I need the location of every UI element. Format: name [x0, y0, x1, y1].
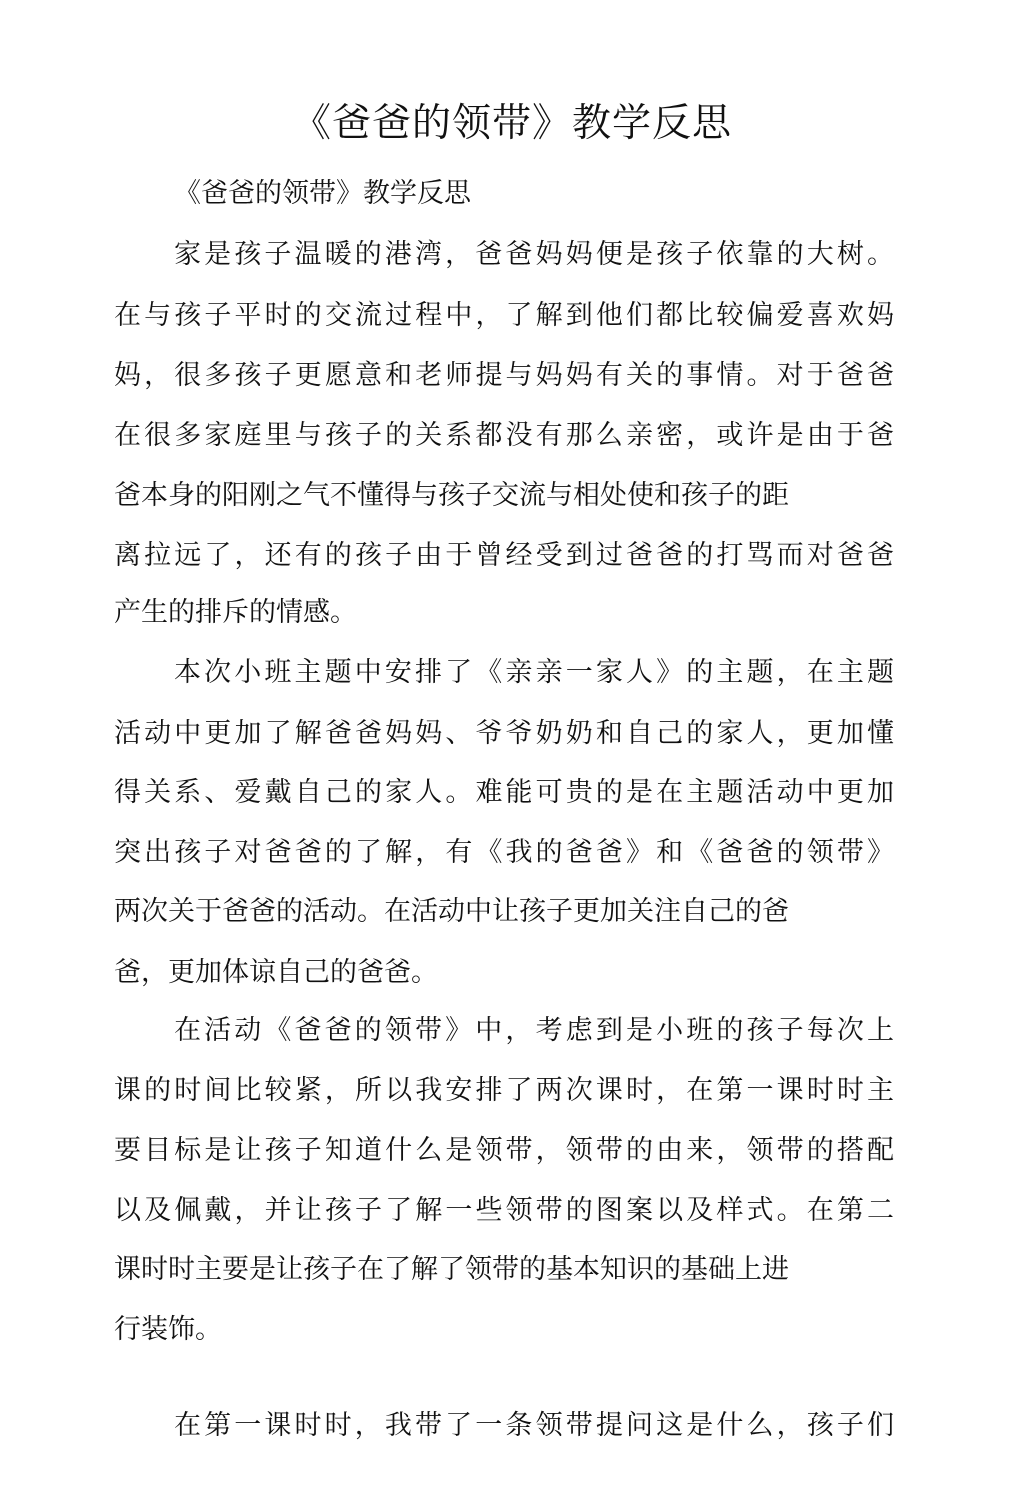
- paragraph-line: 在第一课时时，我带了一条领带提问这是什么，孩子们: [174, 1410, 894, 1441]
- paragraph-line: 在与孩子平时的交流过程中，了解到他们都比较偏爱喜欢妈: [114, 300, 894, 331]
- paragraph-line: 两次关于爸爸的活动。在活动中让孩子更加关注自己的爸: [114, 896, 789, 927]
- paragraph-line: 产生的排斥的情感。: [114, 597, 357, 628]
- paragraph-line: 爸，更加体谅自己的爸爸。: [114, 957, 438, 988]
- paragraph-line: 爸本身的阳刚之气不懂得与孩子交流与相处使和孩子的距: [114, 480, 789, 511]
- paragraph-line: 在很多家庭里与孩子的关系都没有那么亲密，或许是由于爸: [114, 420, 894, 451]
- paragraph-line: 得关系、爱戴自己的家人。难能可贵的是在主题活动中更加: [114, 777, 894, 808]
- paragraph-line: 本次小班主题中安排了《亲亲一家人》的主题，在主题: [174, 657, 894, 688]
- paragraph-line: 突出孩子对爸爸的了解，有《我的爸爸》和《爸爸的领带》: [114, 837, 894, 868]
- paragraph-line: 以及佩戴，并让孩子了解一些领带的图案以及样式。在第二: [114, 1195, 894, 1226]
- paragraph-line: 在活动《爸爸的领带》中，考虑到是小班的孩子每次上: [174, 1015, 894, 1046]
- paragraph-line: 要目标是让孩子知道什么是领带，领带的由来，领带的搭配: [114, 1135, 894, 1166]
- paragraph-line: 离拉远了，还有的孩子由于曾经受到过爸爸的打骂而对爸爸: [114, 540, 894, 571]
- document-subtitle: 《爸爸的领带》教学反思: [174, 178, 471, 209]
- paragraph-line: 妈，很多孩子更愿意和老师提与妈妈有关的事情。对于爸爸: [114, 360, 894, 391]
- paragraph-line: 家是孩子温暖的港湾，爸爸妈妈便是孩子依靠的大树。: [174, 239, 894, 270]
- paragraph-line: 行装饰。: [114, 1314, 222, 1345]
- document-title: 《爸爸的领带》教学反思: [291, 101, 732, 146]
- paragraph-line: 活动中更加了解爸爸妈妈、爷爷奶奶和自己的家人，更加懂: [114, 718, 894, 749]
- paragraph-line: 课的时间比较紧，所以我安排了两次课时，在第一课时时主: [114, 1075, 894, 1106]
- paragraph-line: 课时时主要是让孩子在了解了领带的基本知识的基础上进: [114, 1254, 789, 1285]
